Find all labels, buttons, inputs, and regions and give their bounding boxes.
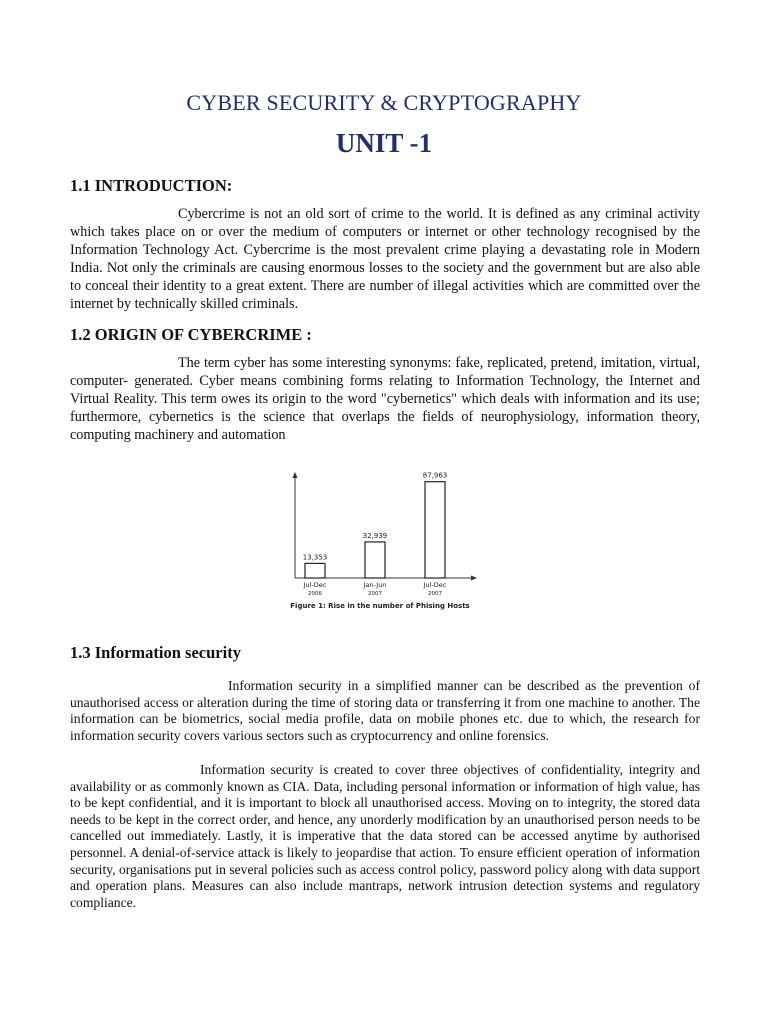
paragraph-infosec-1: Information security in a simplified manner can be described as the prevention of unauthorised access or alteration during the time of storing data or transferring it from one machine to another. The information can be biometrics, social media profile, data on mobile phones etc. due to which, the research for information security covers various sectors such as cryptocurrency and online forensics. [70,678,700,743]
section-heading-information-security: 1.3 Information security [70,643,241,662]
paragraph-origin: The term cyber has some interesting synonyms: fake, replicated, pretend, imitation, virtual, computer- generated. Cyber means combining forms relating to Information Technology, the Internet and Virtual Reality. This term owes its origin to the word "cybernetics" which deals with information and its use; furthermore, cybernetics is the science that overlaps the fields of neurophysiology, information theory, computing machinery and automation [70,355,700,443]
document-title: CYBER SECURITY & CRYPTOGRAPHY [186,90,582,115]
tick-label: Jul-Dec [303,581,327,589]
figure-caption: Figure 1: Rise in the number of Phising Hosts [290,602,470,610]
section-heading-introduction: 1.1 INTRODUCTION: [70,176,233,195]
bar [305,563,325,578]
bar-chart [280,462,480,602]
x-axis-arrow [471,576,477,581]
tick-label: Jul-Dec [423,581,447,589]
bar [365,542,385,578]
y-axis-arrow [293,472,298,478]
unit-heading: UNIT -1 [335,128,433,158]
tick-label-year: 2007 [428,591,442,597]
paragraph-introduction: Cybercrime is not an old sort of crime to the world. It is defined as any criminal activity which takes place on or over the medium of computers or internet or other technology recognised by the Information Technology Act. Cybercrime is the most prevalent crime playing a devastating role in Modern India. Not only the criminals are causing enormous losses to the society and the government but are also able to conceal their identity to a great extent. There are number of illegal activities which are committed over the internet by technically skilled criminals. [70,206,700,312]
tick-label: Jan-Jun [363,581,387,589]
data-label: 32,939 [362,531,388,540]
tick-label-year: 2007 [368,591,382,597]
paragraph-infosec-2: Information security is created to cover three objectives of confidentiality, integrity and availability or as commonly known as CIA. Data, including personal information or information of high value, has to be kept confidential, and it is important to block all unauthorised access. Moving on to integrity, the stored data needs to be kept in the correct order, and hence, any unorderly modification by an unauthorised person needs to be cancelled out immediately. Lastly, it is imperative that the data stored can be accessed anytime by authorised personnel. A denial-of-service attack is likely to jeopardise that action. To ensure efficient operation of information security, organisations put in several policies such as access control policy, password policy along with data support and operation plans. Measures can also include mantraps, network intrusion detection systems and regulatory compliance. [70,762,700,910]
data-label: 13,353 [302,553,328,562]
data-label: 87,963 [422,471,448,480]
bar [425,482,445,578]
section-heading-origin: 1.2 ORIGIN OF CYBERCRIME : [70,325,312,344]
tick-label-year: 2006 [308,591,322,597]
phishing-hosts-figure [280,462,480,622]
